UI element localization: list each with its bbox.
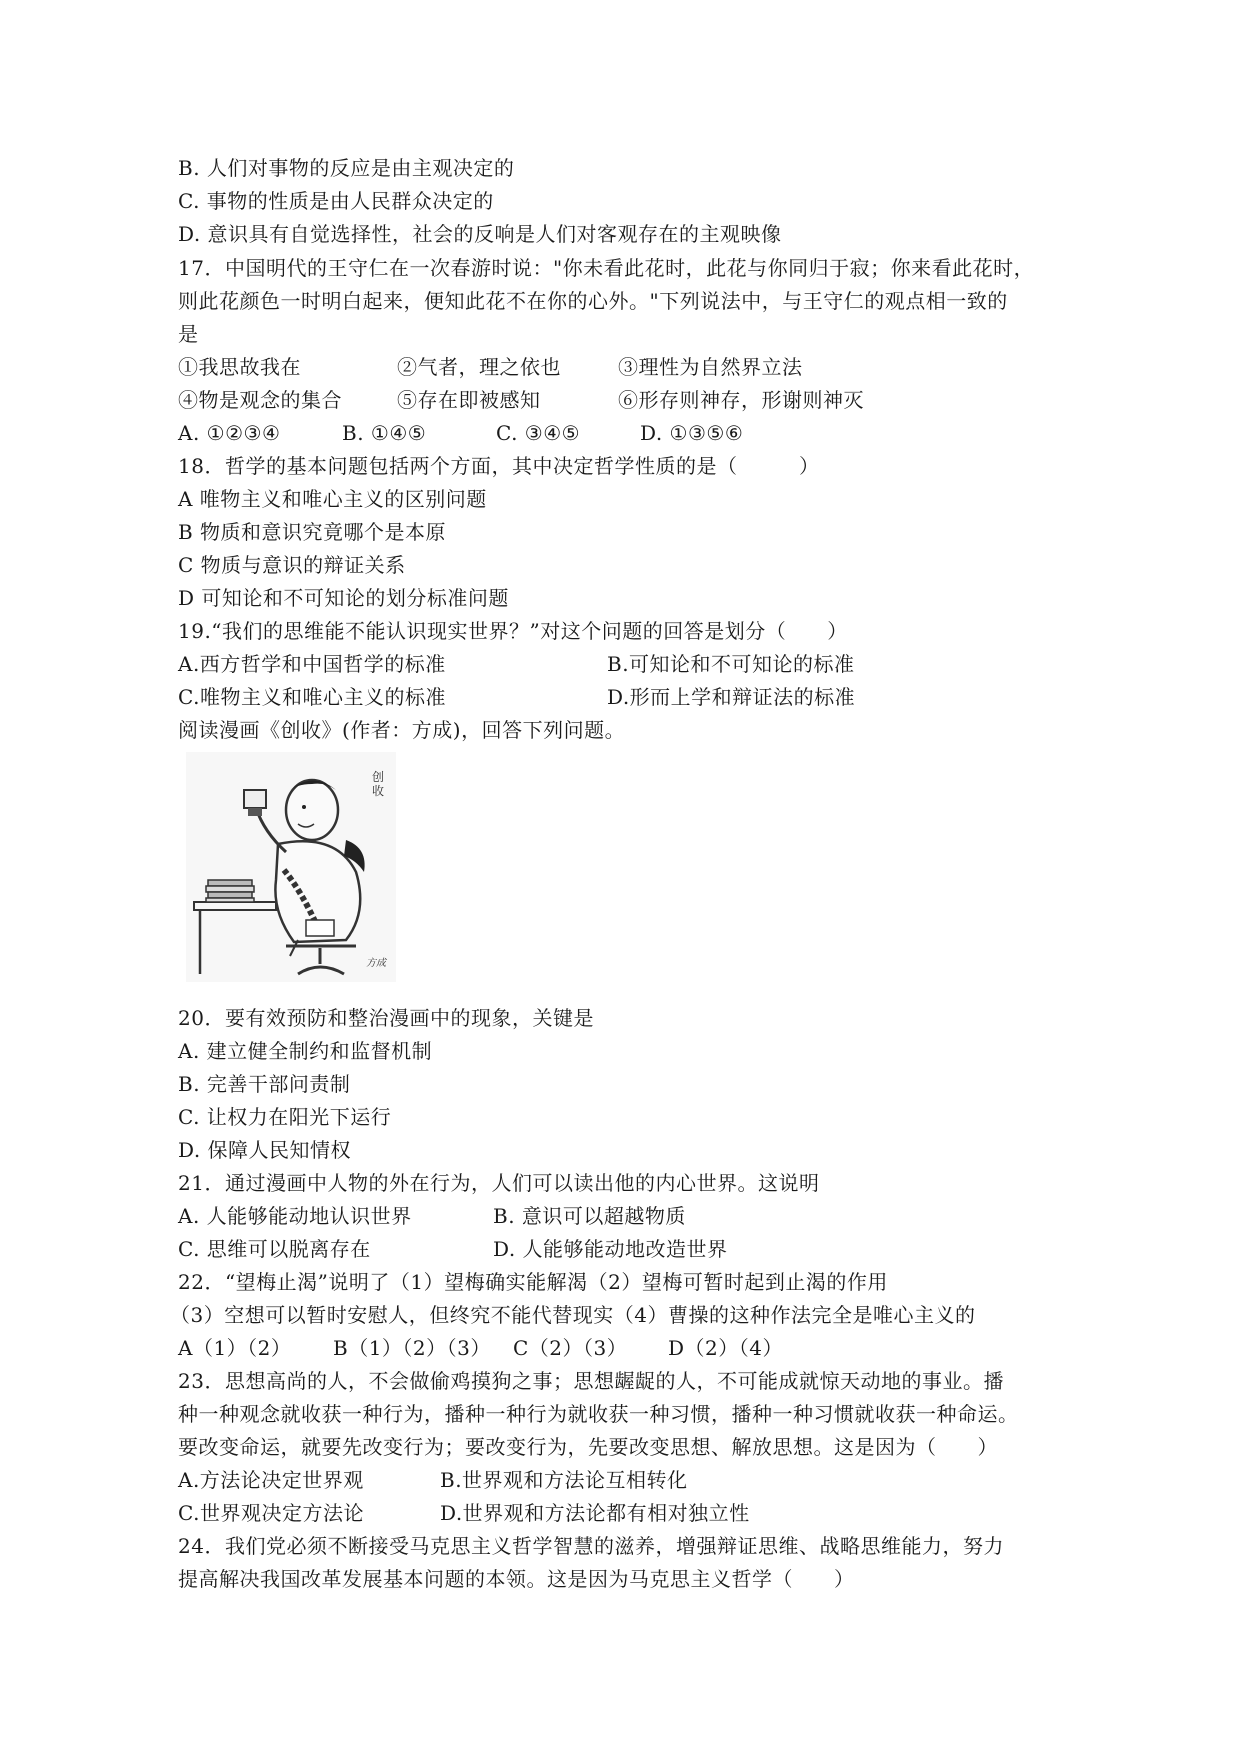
cartoon-illustration [186, 752, 396, 982]
cartoon-title: 创收 [372, 770, 385, 798]
q17-stem-line-3: 是 [178, 322, 199, 346]
q17-item: ③理性为自然界立法 [618, 355, 803, 379]
q20-option-d: D. 保障人民知情权 [178, 1138, 352, 1162]
q21-option-d: D. 人能够能动地改造世界 [493, 1237, 728, 1261]
q20-option-a: A. 建立健全制约和监督机制 [178, 1039, 433, 1063]
q20-option-b: B. 完善干部问责制 [178, 1072, 351, 1096]
q21-option-b: B. 意识可以超越物质 [493, 1204, 686, 1228]
q22-option-c: C（2）（3） [513, 1336, 628, 1360]
q17-stem-line-2: 则此花颜色一时明白起来，便知此花不在你的心外。"下列说法中，与王守仁的观点相一致的 [178, 289, 1008, 313]
q23-option-c: C.世界观决定方法论 [178, 1501, 364, 1525]
q22-stem-line-1: 22．“望梅止渴”说明了（1）望梅确实能解渴（2）望梅可暂时起到止渴的作用 [178, 1270, 888, 1294]
q18-option-b: B 物质和意识究竟哪个是本原 [178, 520, 447, 544]
q23-option-a: A.方法论决定世界观 [178, 1468, 364, 1492]
q19-option-c: C.唯物主义和唯心主义的标准 [178, 685, 446, 709]
q23-stem-line-3: 要改变命运，就要先改变行为；要改变行为，先要改变思想、解放思想。这是因为（ ） [178, 1435, 998, 1459]
q22-option-a: A（1）（2） [178, 1336, 292, 1360]
q18-option-a: A 唯物主义和唯心主义的区别问题 [178, 487, 487, 511]
q19-option-d: D.形而上学和辩证法的标准 [607, 685, 856, 709]
q24-stem-line-1: 24．我们党必须不断接受马克思主义哲学智慧的滋养，增强辩证思维、战略思维能力，努力 [178, 1534, 1004, 1558]
q20-option-c: C. 让权力在阳光下运行 [178, 1105, 392, 1129]
q23-option-d: D.世界观和方法论都有相对独立性 [440, 1501, 750, 1525]
q17-item: ④物是观念的集合 [178, 388, 342, 412]
q23-stem-line-2: 种一种观念就收获一种行为，播种一种行为就收获一种习惯，播种一种习惯就收获一种命运。 [178, 1402, 1019, 1426]
q22-option-b: B（1）（2）（3） [333, 1336, 491, 1360]
reading-intro: 阅读漫画《创收》(作者：方成)，回答下列问题。 [178, 718, 626, 742]
cartoon-signature: 方成 [366, 958, 386, 969]
q17-option-a: A. ①②③④ [178, 421, 281, 445]
q20-stem: 20．要有效预防和整治漫画中的现象，关键是 [178, 1006, 594, 1030]
q17-item: ⑤存在即被感知 [397, 388, 541, 412]
q21-option-c: C. 思维可以脱离存在 [178, 1237, 371, 1261]
q19-stem: 19.“我们的思维能不能认识现实世界？”对这个问题的回答是划分（ ） [178, 619, 848, 643]
q21-option-a: A. 人能够能动地认识世界 [178, 1204, 412, 1228]
q17-item: ②气者，理之依也 [397, 355, 561, 379]
q17-option-c: C. ③④⑤ [496, 421, 581, 445]
q19-option-b: B.可知论和不可知论的标准 [607, 652, 855, 676]
q19-option-a: A.西方哲学和中国哲学的标准 [178, 652, 446, 676]
q21-stem: 21．通过漫画中人物的外在行为，人们可以读出他的内心世界。这说明 [178, 1171, 820, 1195]
q18-option-d: D 可知论和不可知论的划分标准问题 [178, 586, 509, 610]
q17-item: ①我思故我在 [178, 355, 301, 379]
q17-option-b: B. ①④⑤ [342, 421, 427, 445]
q18-option-c: C 物质与意识的辩证关系 [178, 553, 406, 577]
q22-option-d: D（2）（4） [668, 1336, 783, 1360]
q24-stem-line-2: 提高解决我国改革发展基本问题的本领。这是因为马克思主义哲学（ ） [178, 1567, 855, 1591]
q16-option-b: B. 人们对事物的反应是由主观决定的 [178, 156, 515, 180]
q16-option-d: D. 意识具有自觉选择性，社会的反响是人们对客观存在的主观映像 [178, 222, 782, 246]
q17-item: ⑥形存则神存，形谢则神灭 [618, 388, 864, 412]
q23-option-b: B.世界观和方法论互相转化 [440, 1468, 688, 1492]
q16-option-c: C. 事物的性质是由人民群众决定的 [178, 189, 494, 213]
q22-stem-line-2: （3）空想可以暂时安慰人，但终究不能代替现实（4）曹操的这种作法完全是唯心主义的 [170, 1303, 976, 1327]
q18-stem: 18．哲学的基本问题包括两个方面，其中决定哲学性质的是（ ） [178, 454, 820, 478]
q17-option-d: D. ①③⑤⑥ [640, 421, 744, 445]
q23-stem-line-1: 23．思想高尚的人，不会做偷鸡摸狗之事；思想龌龊的人，不可能成就惊天动地的事业。播 [178, 1369, 1004, 1393]
q17-stem-line-1: 17．中国明代的王守仁在一次春游时说："你未看此花时，此花与你同归于寂；你来看此花时， [178, 256, 1035, 280]
